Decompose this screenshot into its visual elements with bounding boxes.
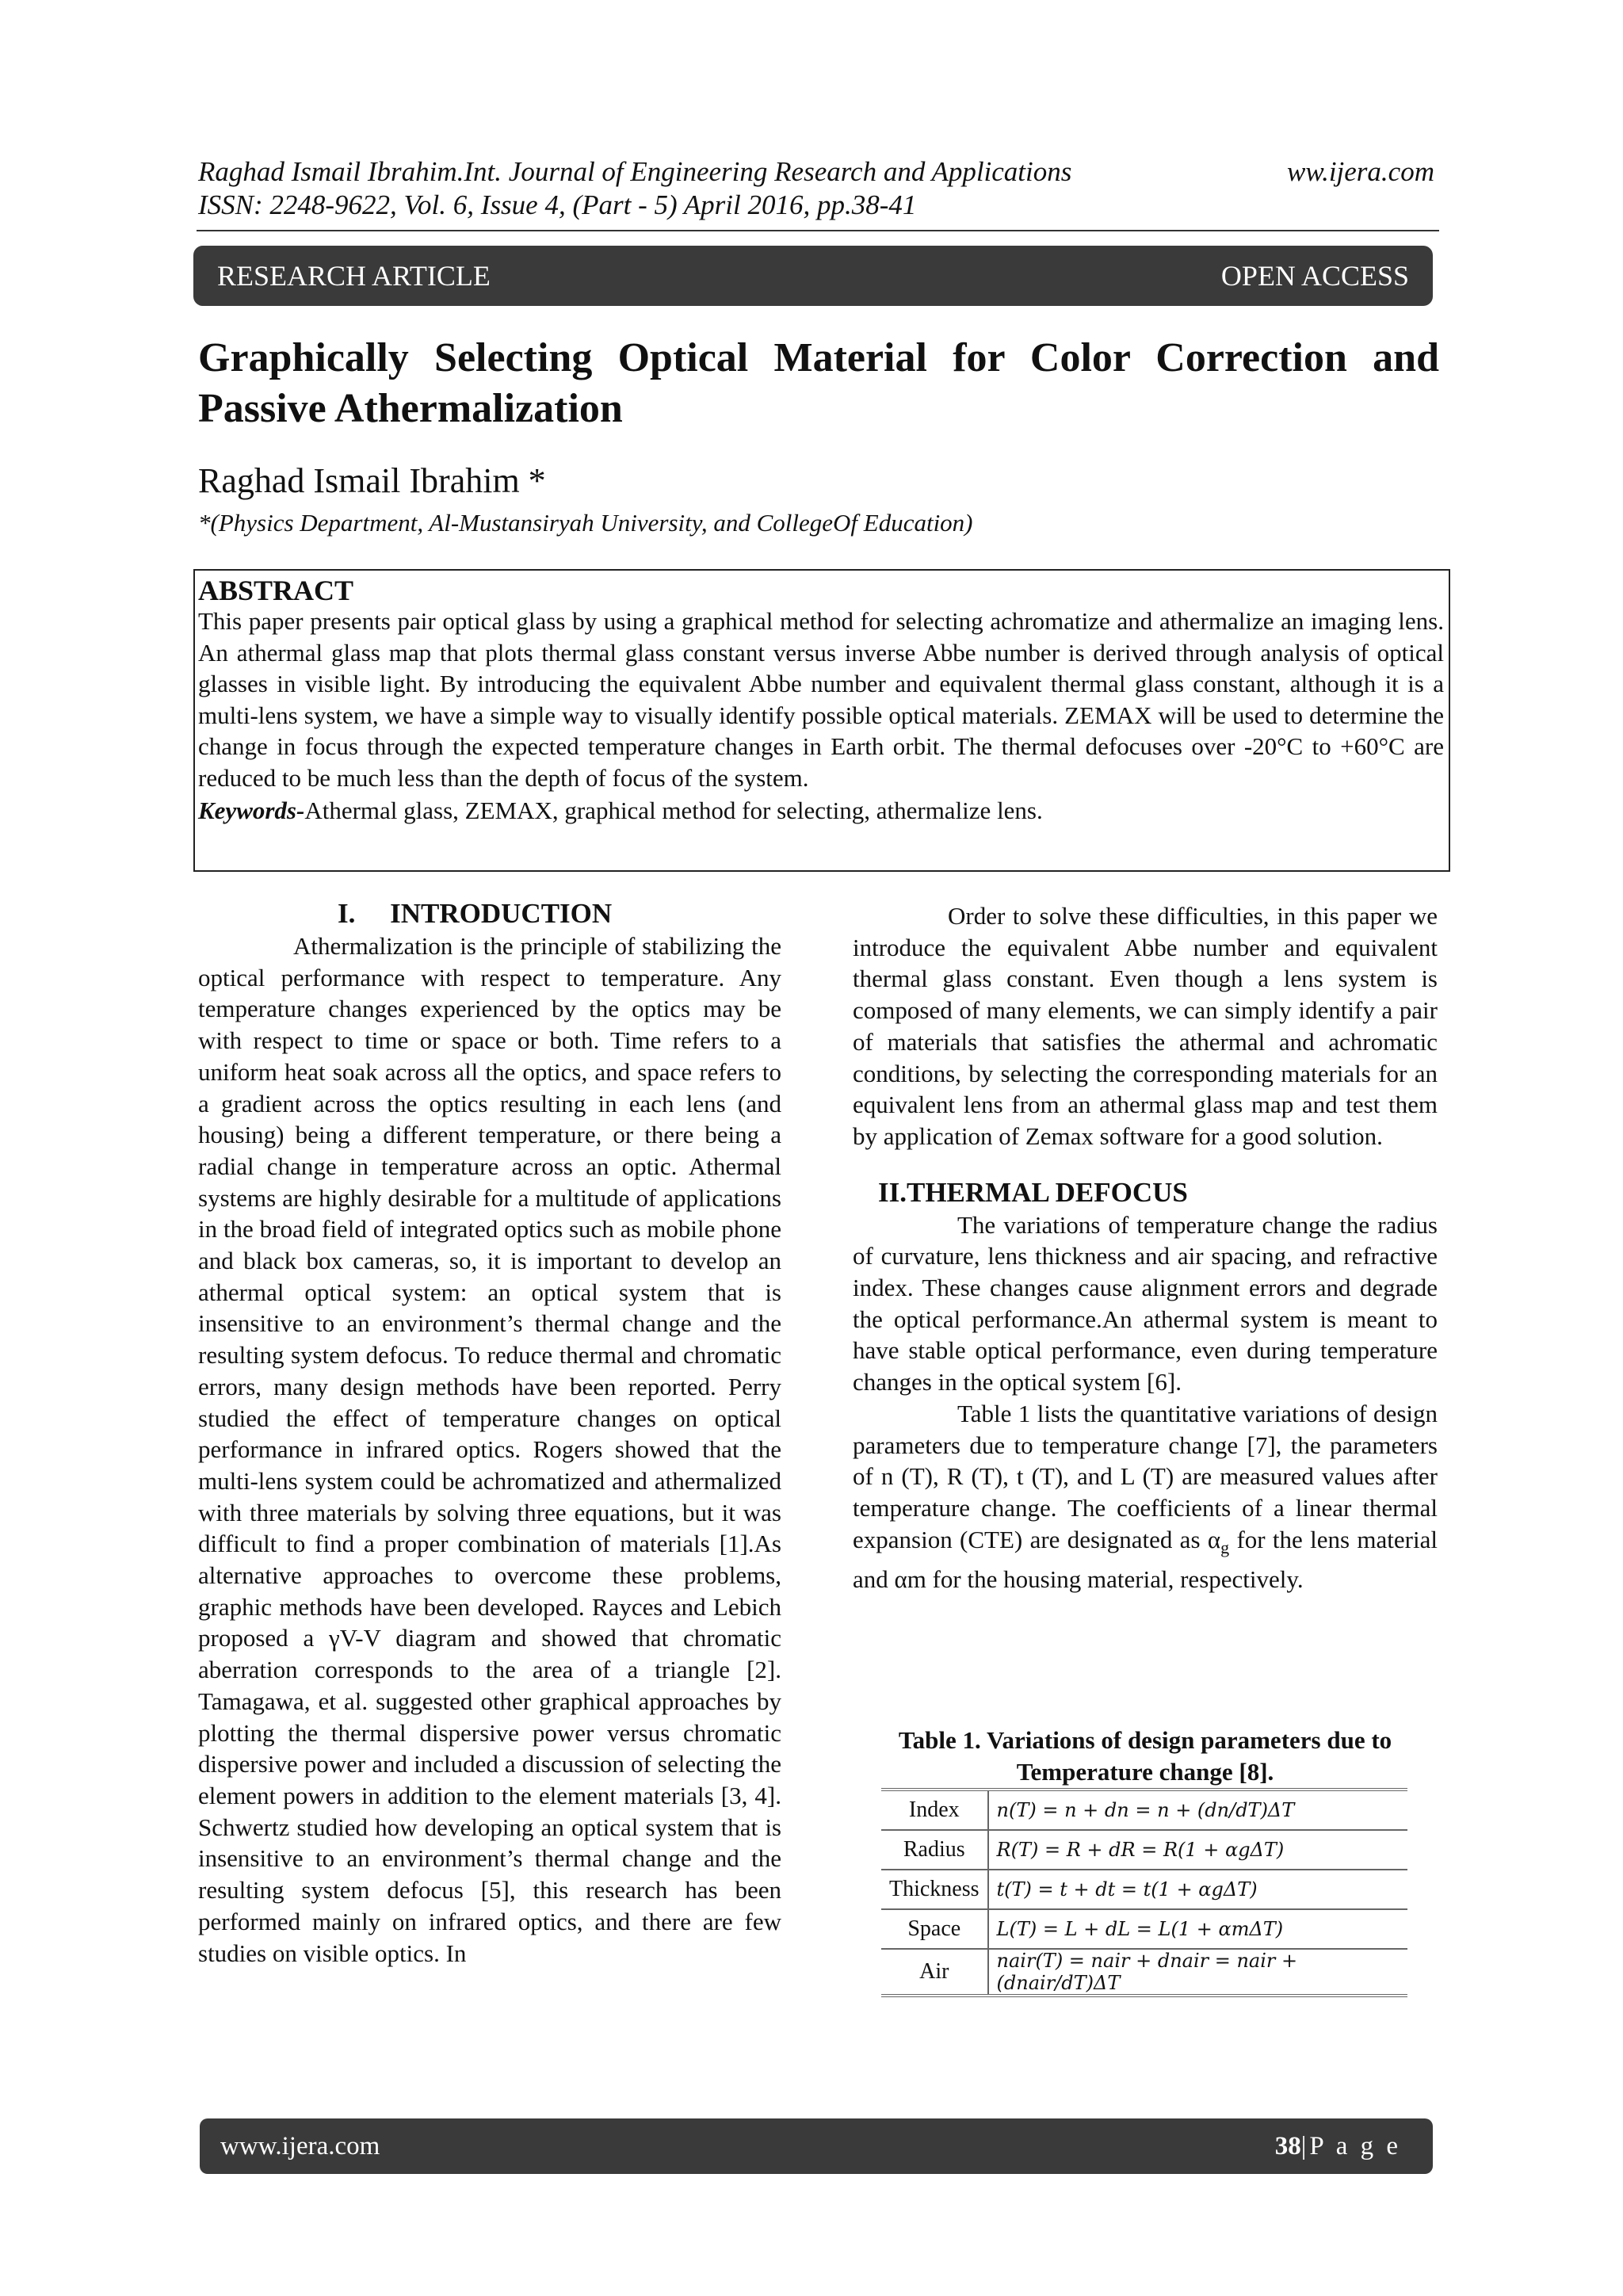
table-cell-formula: nair(T) = nair + dnair = nair + (dnair/dT)ΔT [988,1949,1407,1996]
introduction-paragraph: Athermalization is the principle of stabilizing the optical performance with respect to temperature. Any temperature changes experienced by the optics may be with respect to time or space or both. Time refers to a uniform heat soak across all the optics, and space refers to a gradient across the optics resulting in each lens (and housing) being a different temperature, or there being a radial change in temperature across an optic. Athermal systems are highly desirable for a multitude of applications in the broad field of integrated optics such as mobile phone and black box cameras, so, it is important to develop an athermal optical system: an optical system that is insensitive to an environment’s thermal change and the resulting system defocus. To reduce thermal and chromatic errors, many design methods have been reported. Perry studied the effect of temperature changes on optical performance in infrared optics. Rogers showed that the multi-lens system could be achromatized and athermalized with three materials by solving three equations, but it was difficult to find a proper combination of materials [1].As alternative approaches to overcome these problems, graphic methods have been developed. Rayces and Lebich proposed a γV-V diagram and showed that chromatic aberration corresponds to the area of a triangle [2]. Tamagawa, et al. suggested other graphical approaches by plotting the thermal dispersive power versus chromatic dispersive power and included a discussion of selecting the element powers in addition to the element materials [3, 4]. Schwertz studied how developing an optical system that is insensitive to an environment’s thermal change and the resulting system defocus [5], this research has been performed mainly on infrared optics, and there are few studies on visible optics. In [198,932,781,1967]
header-issn: ISSN: 2248-9622, Vol. 6, Issue 4, (Part - 5) April 2016, pp.38-41 [198,189,917,220]
table1-caption: Table 1. Variations of design parameters due to Temperature change [8]. [898,1726,1392,1786]
table-row [881,1909,1407,1949]
header-website[interactable]: ww.ijera.com [1286,156,1434,187]
article-type-banner [193,246,1433,306]
paper-title: Graphically Selecting Optical Material for Color Correction and Passive Athermalization [198,335,1439,431]
author-affiliation: *(Physics Department, Al-Mustansiryah University, and CollegeOf Education) [198,509,973,537]
thermal-defocus-heading: II.THERMAL DEFOCUS [878,1176,1188,1208]
keywords-text: Athermal glass, ZEMAX, graphical method for selecting, athermalize lens. [304,796,1043,824]
table-cell-parameter: Air [881,1949,988,1996]
table-cell-formula: R(T) = R + dR = R(1 + αgΔT) [988,1830,1407,1870]
header-citation: Raghad Ismail Ibrahim.Int. Journal of Engineering Research and Applications [198,156,1072,187]
page-footer [200,2118,1433,2174]
abstract-heading: ABSTRACT [198,575,354,606]
alpha-subscript: g [1220,1537,1230,1557]
table-row [881,1949,1407,1996]
table-cell-formula: n(T) = n + dn = n + (dn/dT)ΔT [988,1790,1407,1830]
table-row [881,1830,1407,1870]
thermal-defocus-paragraph: The variations of temperature change the radius of curvature, lens thickness and air spacing, and refractive index. These changes cause alignment errors and degrade the optical performance.An athermal system is meant to have stable optical performance, even during temperature changes in the optical system [6]. [853,1210,1438,1396]
intro-continuation-paragraph: Order to solve these difficulties, in this paper we introduce the equivalent Abbe number and equivalent thermal glass constant. Even though a lens system is composed of many elements, we can simply identify a pair of materials that satisfies the athermal and achromatic conditions, by selecting the corresponding materials for an equivalent lens from an athermal glass map and test them by application of Zemax software for a good solution. [853,902,1438,1150]
abstract-text: This paper presents pair optical glass by using a graphical method for selecting achromatize and athermalize an imaging lens. An athermal glass map that plots thermal glass constant versus inverse Abbe number is derived through analysis of optical glasses in visible light. By introducing the equivalent Abbe number and equivalent thermal glass constant, although it is a multi-lens system, we have a simple way to visually identify possible optical materials. ZEMAX will be used to determine the change in focus through the expected temperature changes in Earth orbit. The thermal defocuses over -20°C to +60°C are reduced to be much less than the depth of focus of the system. [198,607,1444,792]
table-cell-parameter: Thickness [881,1870,988,1909]
right-column [853,900,1438,1595]
table-cell-formula: t(T) = t + dt = t(1 + αgΔT) [988,1870,1407,1909]
table-row [881,1790,1407,1830]
page-number: 38|P a g e [1274,2131,1401,2160]
keywords-label: Keywords- [198,796,305,824]
author-name: Raghad Ismail Ibrahim * [198,461,546,500]
table-cell-parameter: Space [881,1909,988,1949]
table1 [881,1788,1407,1997]
abstract-box [193,569,1450,872]
open-access-label: OPEN ACCESS [1220,260,1409,292]
table-cell-parameter: Index [881,1790,988,1830]
table-intro-paragraph: Table 1 lists the quantitative variations of design parameters due to temperature change [7], the parameters of n (T), R (T), t (T), and L (T) are measured values after temperature change. The coefficients of a linear thermal expansion (CTE) are designated as $\alpha_g$ for the lens material and αm for the housing material, respectively. [853,1399,1438,1593]
left-column [198,897,781,1969]
keywords-line [198,795,1444,827]
table-cell-parameter: Radius [881,1830,988,1870]
footer-website[interactable]: www.ijera.com [220,2131,380,2160]
introduction-heading: I. INTRODUCTION [338,898,613,929]
running-header [198,155,1434,222]
research-article-label: RESEARCH ARTICLE [217,260,491,292]
table-cell-formula: L(T) = L + dL = L(1 + αmΔT) [988,1909,1407,1949]
header-divider [197,230,1439,231]
table-row [881,1870,1407,1909]
